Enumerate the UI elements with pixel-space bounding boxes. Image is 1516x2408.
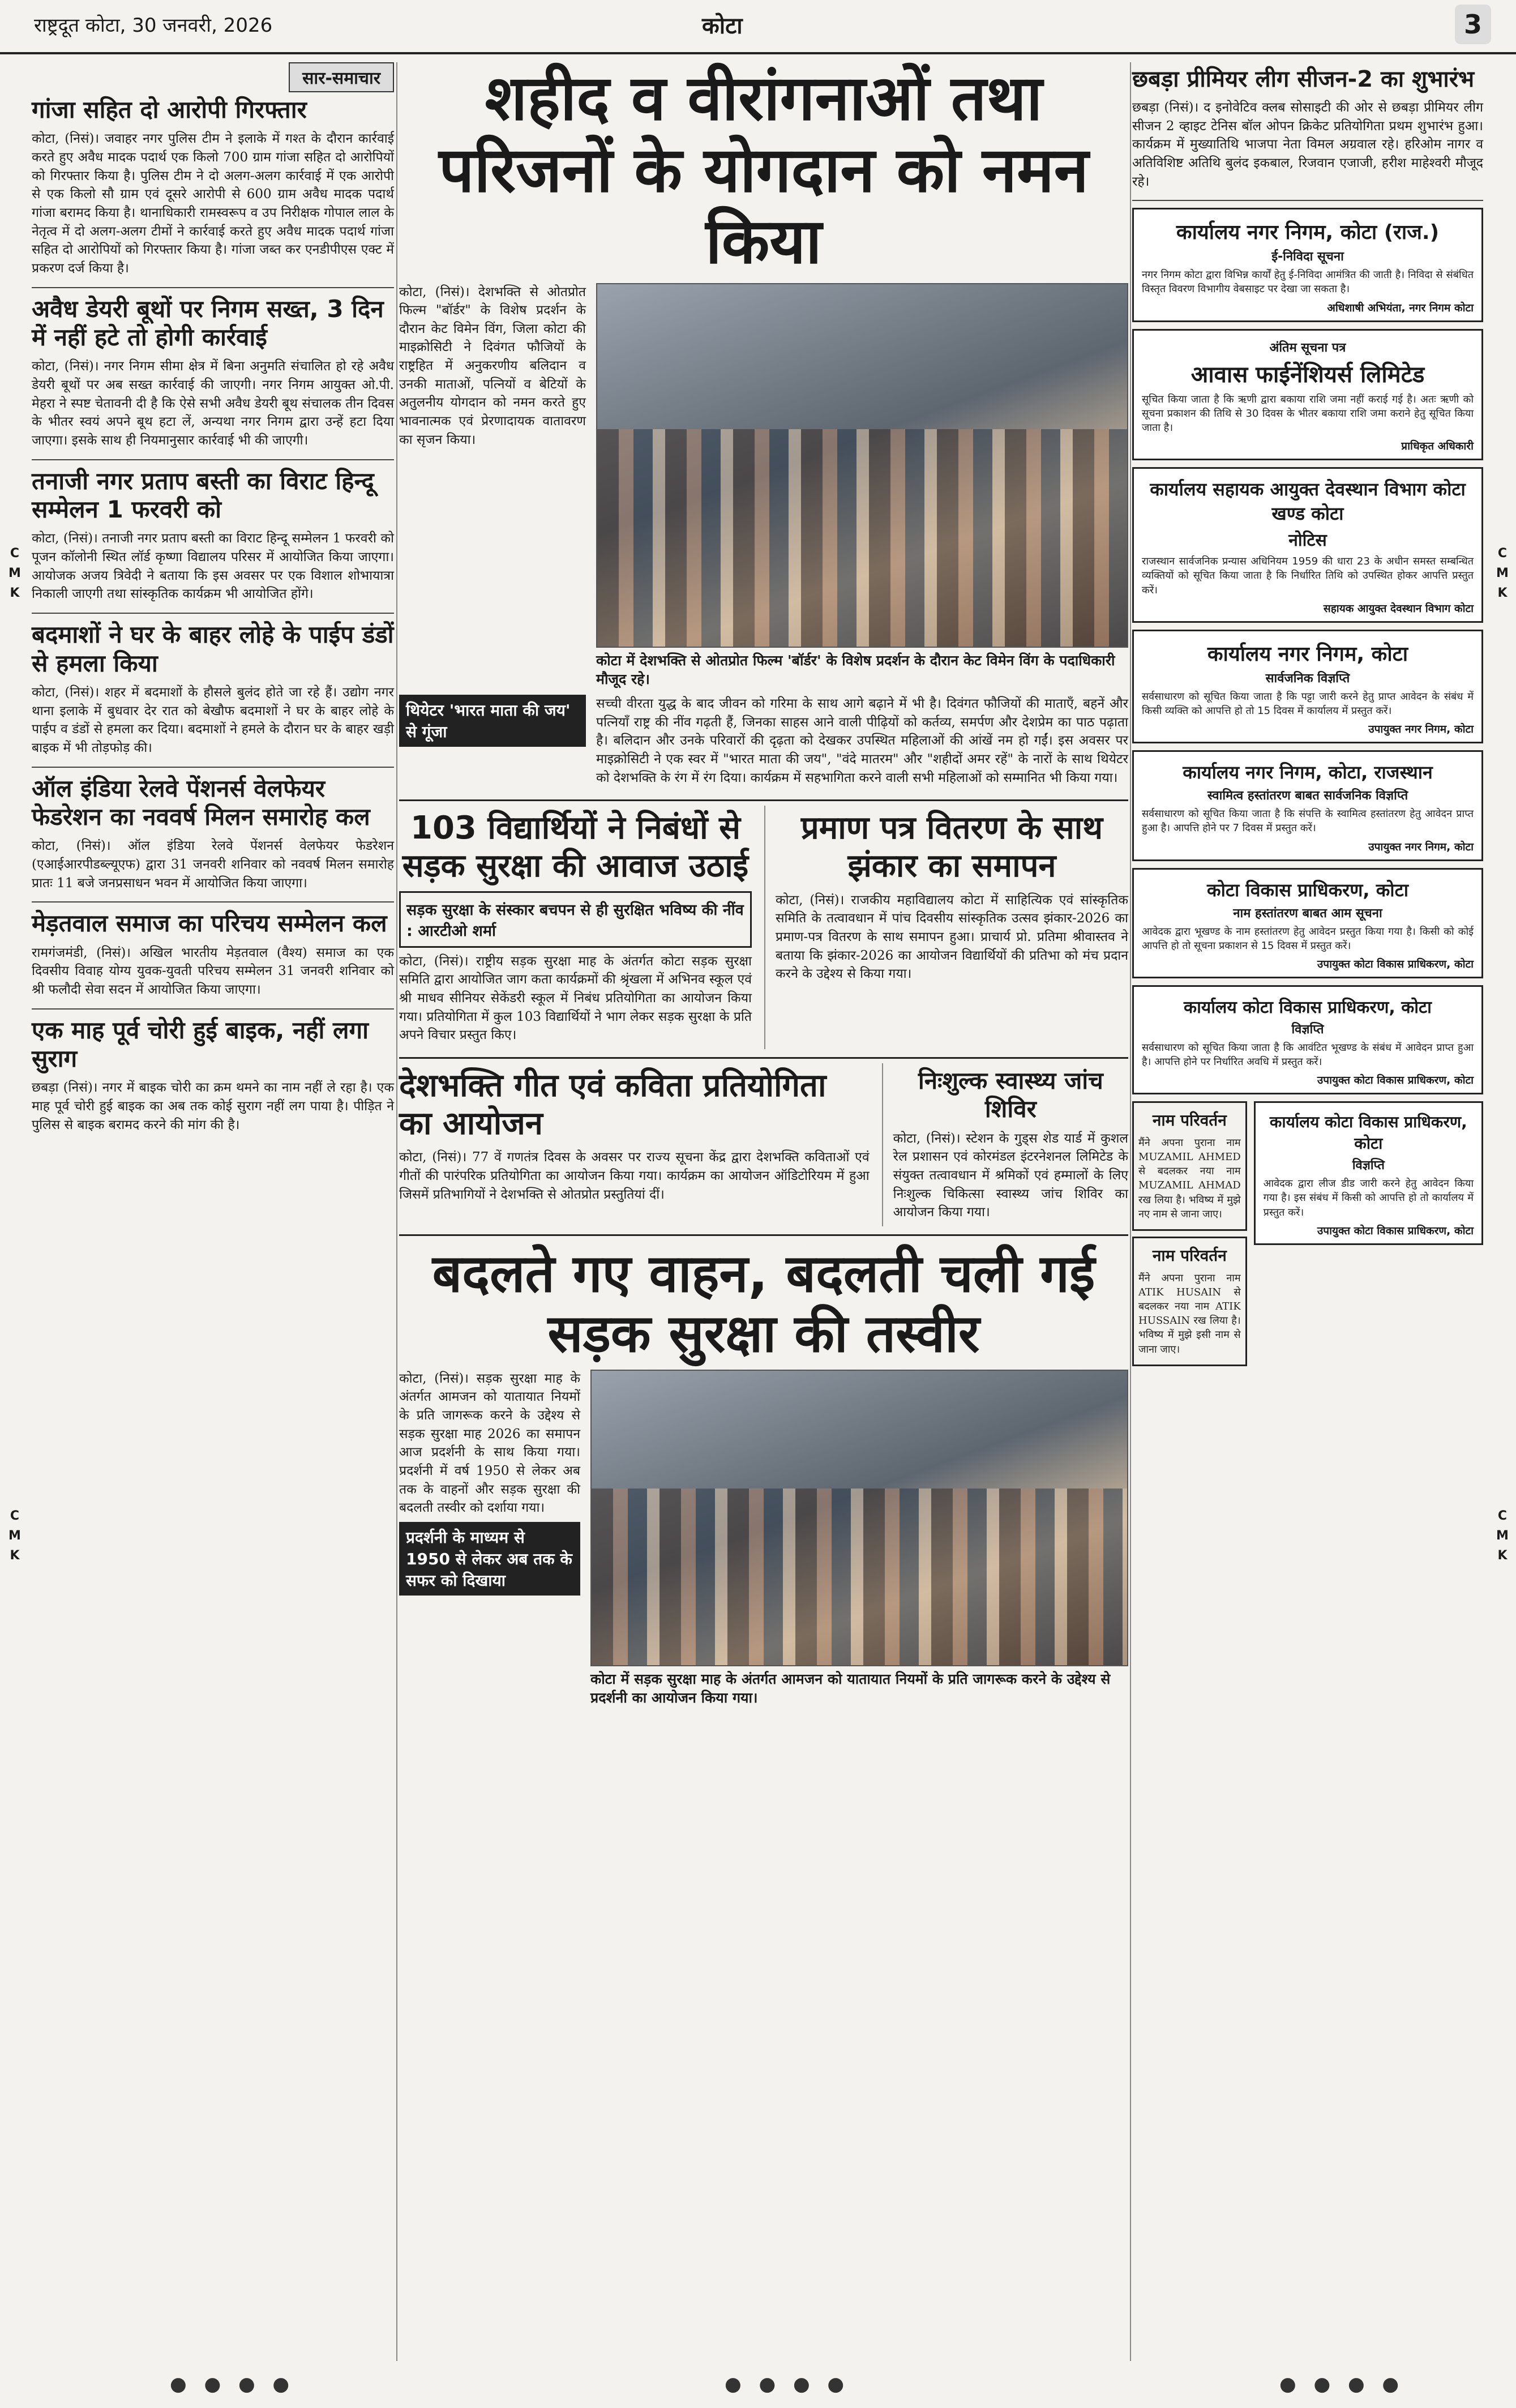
notice-signatory: उपायुक्त नगर निगम, कोटा: [1368, 723, 1474, 736]
edition-date: राष्ट्रदूत कोटा, 30 जनवरी, 2026: [34, 14, 273, 37]
news-item: [32, 775, 394, 903]
headline: निःशुल्क स्वास्थ्य जांच शिविर: [918, 1066, 1103, 1123]
news-item: [32, 467, 394, 614]
headline: तनाजी नगर प्रताप बस्ती का विराट हिन्दू सम्मेलन 1 फरवरी को: [32, 467, 374, 524]
left-column: [32, 62, 394, 1150]
headline: मेड़तवाल समाज का परिचय सम्मेलन कल: [32, 909, 387, 938]
public-notice: [1132, 750, 1483, 861]
article-body: कोटा, (निसं)। जवाहर नगर पुलिस टीम ने इलाके में गश्त के दौरान कार्रवाई करते हुए अवैध मादक पदार्थ एक किलो 700 ग्राम गांजा सहित दो आरोपियों को गिरफ्तार किया है। पुलिस टीम ने दो अलग-अलग कार्रवाई में एक आरोपी से एक किलो सौ ग्राम एवं दूसरे आरोपी से 600 ग्राम अवैध मादक पदार्थ गांजा बरामद किया है। थानाधिकारी रामस्वरूप व उप निरीक्षक गोपाल लाल के नेतृत्व में दो अलग-अलग टीमों ने कार्रवाई करते हुए अवैध मादक पदार्थ गांजा सहित दो आरोपियों को गिरफ्तार किया है। गांजा जब्त कर एनडीपीएस एक्ट में प्रकरण दर्ज किया है।: [32, 131, 394, 276]
notice-body: सर्वसाधारण को सूचित किया जाता है कि संपत्ति के स्वामित्व हस्तांतरण हेतु आवेदन प्राप्त हुआ है। आपत्ति होने पर 7 दिवस में प्रस्तुत करें।: [1142, 808, 1474, 835]
center-column: [399, 62, 1128, 1713]
notice-title: कार्यालय सहायक आयुक्त देवस्थान विभाग कोटा खण्ड कोटा: [1150, 478, 1466, 525]
registration-mark: C M K: [8, 1509, 21, 1563]
headline: अवैध डेयरी बूथों पर निगम सख्त, 3 दिन में नहीं हटे तो होगी कार्रवाई: [32, 294, 384, 352]
lead-photo: [596, 283, 1128, 648]
notice-body: सूचित किया जाता है कि ऋणी द्वारा बकाया राशि जमा नहीं कराई गई है। अतः ऋणी को सूचना प्रकाशन की तिथि से 30 दिवस के भीतर बकाया राशि जमा कराने हेतु सूचित किया जाता है।: [1142, 393, 1474, 434]
article-body: कोटा, (निसं)। 77 वें गणतंत्र दिवस के अवसर पर राज्य सूचना केंद्र द्वारा देशभक्ति कविताओं एवं गीतों की पारंपरिक प्रतियोगिता का आयोजन किया गया। कार्यक्रम का आयोजन ऑडिटोरियम में हुआ जिसमें प्रतिभागियों ने देशभक्ति से ओतप्रोत प्रस्तुतियां दीं।: [399, 1150, 870, 1202]
notice-body: नगर निगम कोटा द्वारा विभिन्न कार्यों हेतु ई-निविदा आमंत्रित की जाती है। निविदा से संबंधित विस्तृत विवरण विभागीय वेबसाइट पर देखा जा सकता है।: [1142, 269, 1474, 296]
section-name: कोटा: [702, 13, 743, 39]
page-dots: ● ● ● ●: [1279, 2373, 1405, 2396]
headline: बदलते गए वाहन, बदलती चली गई सड़क सुरक्षा की तस्वीर: [432, 1243, 1095, 1364]
notice-signatory: उपायुक्त कोटा विकास प्राधिकरण, कोटा: [1317, 1074, 1474, 1087]
news-item: [32, 909, 394, 1009]
pull-quote: थियेटर 'भारत माता की जय' से गूंजा: [399, 695, 586, 747]
notice-body: मैंने अपना पुराना नाम MUZAMIL AHMED से बदलकर नया नाम MUZAMIL AHMAD रख लिया है। भविष्य में मुझे नए नाम से जाना जाए।: [1138, 1136, 1241, 1220]
headline: देशभक्ति गीत एवं कविता प्रतियोगिता का आयोजन: [399, 1067, 826, 1143]
article-body: कोटा, (निसं)। स्टेशन के गुड्स शेड यार्ड में कुशल रेल प्रशासन एवं कोरमंडल इंटरनेशनल लिमिटेड के संयुक्त तत्वावधान में श्रमिकों एवं हम्मालों के लिए निःशुल्क चिकित्सा स्वास्थ्य जांच शिविर का आयोजन किया गया।: [893, 1131, 1128, 1220]
news-item: [32, 295, 394, 460]
news-item: [32, 1016, 394, 1144]
notice-title: कार्यालय कोटा विकास प्राधिकरण, कोटा: [1269, 1113, 1467, 1153]
lead-body: सच्ची वीरता युद्ध के बाद जीवन को गरिमा के साथ आगे बढ़ाने में भी है। दिवंगत फौजियों की माताएँ, बहनें और पत्नियाँ राष्ट्र की नींव गढ़ती हैं, जिनका साहस आने वाली पीढ़ियों को कर्तव्य, समर्पण और देशप्रेम का पाठ पढ़ाता है। बलिदान और उनके परिवारों की दृढ़ता को देखकर उपस्थित महिलाओं की आंखें नम हो गईं। इस अवसर पर माइक्रोसिटी ने एक स्वर में "भारत माता की जय", "वंदे मातरम" और "शहीदों अमर रहें" के नारों के साथ थियेटर को देशभक्ति के रंग में रंग दिया। कार्यक्रम में सहभागिता करने वाली सभी महिलाओं को सम्मानित भी किया गया।: [596, 696, 1128, 785]
column-rule: [1130, 62, 1131, 2361]
article-body: रामगंजमंडी, (निसं)। अखिल भारतीय मेड़तवाल (वैश्य) समाज का एक दिवसीय विवाह योग्य युवक-युवती परिचय सम्मेलन 31 जनवरी शनिवार को श्री फलौदी सेवा सदन में आयोजित किया जाएगा।: [32, 945, 394, 997]
notice-subtitle: स्वामित्व हस्तांतरण बाबत सार्वजनिक विज्ञप्ति: [1207, 789, 1408, 803]
pull-quote: सड़क सुरक्षा के संस्कार बचपन से ही सुरक्षित भविष्य की नींव : आरटीओ शर्मा: [399, 891, 752, 948]
name-change-notice: [1132, 1101, 1247, 1231]
notice-title: कोटा विकास प्राधिकरण, कोटा: [1207, 879, 1408, 901]
headline: गांजा सहित दो आरोपी गिरफ्तार: [32, 96, 307, 123]
notice-title: आवास फाईनेंशियर्स लिमिटेड: [1190, 361, 1425, 388]
article-body: कोटा, (निसं)। राष्ट्रीय सड़क सुरक्षा माह के अंतर्गत कोटा सड़क सुरक्षा समिति द्वारा आयोजित जाग कता कार्यक्रमों की श्रृंखला में अभिनव स्कूल एवं श्री माधव सीनियर सेकेंडरी स्कूल में निबंध प्रतियोगिता का आयोजन किया गया। प्रतियोगिता में कुल 103 विद्यार्थियों ने भाग लेकर सड़क सुरक्षा के प्रति अपने विचार प्रस्तुत किए।: [399, 953, 752, 1043]
notice-title: कार्यालय नगर निगम, कोटा: [1207, 642, 1408, 666]
masthead: [0, 0, 1516, 54]
news-item: [32, 621, 394, 767]
registration-mark: C M K: [1496, 1509, 1509, 1563]
notice-subtitle: विज्ञप्ति: [1291, 1022, 1324, 1037]
notice-subtitle: सार्वजनिक विज्ञप्ति: [1265, 671, 1350, 686]
notice-body: मैंने अपना पुराना नाम ATIK HUSAIN से बदलकर नया नाम ATIK HUSSAIN रख लिया है। भविष्य में मुझे इसी नाम से जाना जाए।: [1138, 1272, 1241, 1355]
notice-title: कार्यालय नगर निगम, कोटा, राजस्थान: [1183, 762, 1433, 784]
article-body: कोटा, (निसं)। तनाजी नगर प्रताप बस्ती का विराट हिन्दू सम्मेलन 1 फरवरी को पूजन कॉलोनी स्थित लॉर्ड कृष्णा विद्यालय परिसर में आयोजित किया जाएगा। आयोजक अजय त्रिवेदी ने बताया कि इस अवसर पर एक विशाल शोभायात्रा निकाली जाएगी तथा सांस्कृतिक कार्यक्रम भी आयोजित होंगे।: [32, 531, 394, 602]
article-body: कोटा, (निसं)। ऑल इंडिया रेलवे पेंशनर्स वेलफेयर फेडरेशन (एआईआरपीडब्ल्यूएफ) द्वारा 31 जनवरी शनिवार को नववर्ष मिलन समारोह प्रातः 11 बजे जनप्रसाधन भवन में आयोजित किया जाएगा।: [32, 839, 394, 891]
lead-headline: शहीद व वीरांगनाओं तथा परिजनों के योगदान को नमन किया: [439, 62, 1089, 277]
article-body: कोटा, (निसं)। राजकीय महाविद्यालय कोटा में साहित्यिक एवं सांस्कृतिक समिति के तत्वावधान में पांच दिवसीय सांस्कृतिक उत्सव झंकार-2026 का प्रमाण-पत्र वितरण के साथ समापन हुआ। प्राचार्य प्रो. प्रतिमा श्रीवास्तव ने बताया कि झंकार-2026 का आयोजन विद्यार्थियों की प्रतिभा को मंच प्रदान करने के उद्देश्य से किया गया।: [776, 892, 1128, 982]
notice-body: आवेदक द्वारा लीज डीड जारी करने हेतु आवेदन किया गया है। इस संबंध में किसी को आपत्ति हो तो कार्यालय में प्रस्तुत करें।: [1263, 1178, 1474, 1218]
headline: छबड़ा प्रीमियर लीग सीजन-2 का शुभारंभ: [1132, 66, 1475, 92]
headline: बदमाशों ने घर के बाहर लोहे के पाईप डंडों से हमला किया: [32, 621, 394, 677]
name-change-notice: [1132, 1237, 1247, 1366]
registration-mark: C M K: [1496, 546, 1509, 601]
page-number: 3: [1455, 5, 1491, 44]
article-body: छबड़ा (निसं)। द इनोवेटिव क्लब सोसाइटी की ओर से छबड़ा प्रीमियर लीग सीजन 2 व्हाइट टेनिस बॉल ओपन क्रिकेट प्रतियोगिता प्रथम शुभारंभ हुआ। कार्यक्रम में मुख्यातिथि भाजपा नेता विमल अग्रवाल रहे। हरिओम नागर व अतिविशिष्ट अतिथि बुलंद इकबाल, रिजवान एजाजी, हरीश माहेश्वरी मौजूद रहे।: [1132, 100, 1483, 189]
notice-signatory: उपायुक्त नगर निगम, कोटा: [1368, 840, 1474, 853]
notice-subtitle: ई-निविदा सूचना: [1271, 250, 1344, 264]
notice-title: कार्यालय कोटा विकास प्राधिकरण, कोटा: [1184, 997, 1432, 1017]
notice-signatory: सहायक आयुक्त देवस्थान विभाग कोटा: [1323, 602, 1474, 615]
headline: 103 विद्यार्थियों ने निबंधों से सड़क सुरक्षा की आवाज उठाई: [402, 810, 749, 885]
notice-body: राजस्थान सार्वजनिक प्रन्यास अधिनियम 1959 की धारा 23 के अधीन समस्त सम्बन्धित व्यक्तियों को सूचित किया जाता है कि निर्धारित तिथि को उपस्थित होकर आपत्ति प्रस्तुत करें।: [1142, 555, 1474, 596]
notice-title: नाम परिवर्तन: [1152, 1111, 1227, 1130]
public-notice: [1132, 208, 1483, 322]
public-notice: [1132, 630, 1483, 743]
news-item: [1132, 66, 1483, 201]
vehicles-photo: [590, 1370, 1128, 1666]
column-rule: [396, 62, 397, 2361]
notice-title: कार्यालय नगर निगम, कोटा (राज.): [1176, 221, 1440, 245]
notice-signatory: उपायुक्त कोटा विकास प्राधिकरण, कोटा: [1317, 957, 1474, 970]
public-notice: [1132, 467, 1483, 623]
news-item: [32, 96, 394, 288]
notice-signatory: प्राधिकृत अधिकारी: [1401, 440, 1474, 453]
photo-caption: कोटा में देशभक्ति से ओतप्रोत फिल्म 'बॉर्डर' के विशेष प्रदर्शन के दौरान केट विमेन विंग के पदाधिकारी मौजूद रहे।: [596, 652, 1115, 688]
notice-body: आवेदक द्वारा भूखण्ड के नाम हस्तांतरण हेतु आवेदन प्रस्तुत किया गया है। किसी को कोई आपत्ति हो तो सूचना प्रकाशन से 15 दिवस में प्रस्तुत करें।: [1142, 925, 1474, 952]
article-body: छबड़ा (निसं)। नगर में बाइक चोरी का क्रम थमने का नाम नहीं ले रहा है। एक माह पूर्व चोरी हुई बाइक का अब तक कोई सुराग नहीं लग पाया है। पीड़ित ने पुलिस से बाइक बरामद करने की मांग की है।: [32, 1080, 394, 1132]
notice-subtitle: नाम हस्तांतरण बाबत आम सूचना: [1233, 906, 1382, 921]
headline: एक माह पूर्व चोरी हुई बाइक, नहीं लगा सुराग: [32, 1016, 369, 1073]
notice-subtitle: विज्ञप्ति: [1352, 1158, 1385, 1173]
public-notice: [1254, 1101, 1483, 1245]
page-dots: ● ● ● ●: [170, 2373, 296, 2396]
article-body: कोटा, (निसं)। शहर में बदमाशों के हौसले बुलंद होते जा रहे हैं। उद्योग नगर थाना इलाके में बुधवार देर रात को बेखौफ बदमाशों ने घर के बाहर लोहे के पाईप व डंडों से हमला कर दिया। बदमाशों ने हमले के दौरान घर के बाहर खड़ी बाइक में भी तोड़फोड़ की।: [32, 685, 394, 755]
section-tag: सार-समाचार: [289, 62, 394, 92]
headline: प्रमाण पत्र वितरण के साथ झंकार का समापन: [800, 810, 1103, 885]
notice-subtitle: नोटिस: [1288, 531, 1327, 551]
article-body: कोटा, (निसं)। नगर निगम सीमा क्षेत्र में बिना अनुमति संचालित हो रहे अवैध डेयरी बूथों पर अब सख्त कार्रवाई की जाएगी। नगर निगम आयुक्त ओ.पी. मेहरा ने स्पष्ट चेतावनी दी है कि ऐसे सभी अवैध डेयरी बूथ संचालक तीन दिवस के भीतर स्वयं अपने बूथ हटा लें, अन्यथा नगर निगम द्वारा उन्हें हटा दिया जाएगा। इसके साथ ही नियमानुसार कार्रवाई भी की जाएगी।: [32, 359, 394, 448]
lead-intro: कोटा, (निसं)। देशभक्ति से ओतप्रोत फिल्म "बॉर्डर" के विशेष प्रदर्शन के दौरान केट विमेन विंग, जिला कोटा की माइक्रोसिटी ने दिवंगत फौजियों के राष्ट्रहित में अनुकरणीय बलिदान व उनकी माताओं, पत्नियों व बेटियों के अतुलनीय योगदान को नमन करते हुए भावनात्मक एवं प्रेरणादायक वातावरण का सृजन किया।: [399, 284, 586, 447]
public-notice: [1132, 329, 1483, 461]
notice-signatory: उपायुक्त कोटा विकास प्राधिकरण, कोटा: [1317, 1224, 1474, 1237]
headline: ऑल इंडिया रेलवे पेंशनर्स वेलफेयर फेडरेशन का नववर्ष मिलन समारोह कल: [32, 774, 370, 831]
notice-body: सर्वसाधारण को सूचित किया जाता है कि पट्टा जारी करने हेतु प्राप्त आवेदन के संबंध में किसी व्यक्ति को आपत्ति हो तो 15 दिवस में कार्यालय में प्रस्तुत करें।: [1142, 690, 1474, 717]
public-notice: [1132, 985, 1483, 1094]
notice-subtitle: अंतिम सूचना पत्र: [1269, 340, 1346, 355]
notice-signatory: अधिशाषी अभियंता, नगर निगम कोटा: [1327, 301, 1474, 314]
notice-body: सर्वसाधारण को सूचित किया जाता है कि आवंटित भूखण्ड के संबंध में आवेदन प्राप्त हुआ है। आपत्ति होने पर निर्धारित अवधि में प्रस्तुत करें।: [1142, 1041, 1474, 1068]
notice-title: नाम परिवर्तन: [1152, 1246, 1227, 1265]
registration-mark: C M K: [8, 546, 21, 601]
right-column: [1132, 62, 1483, 1366]
article-body: कोटा, (निसं)। सड़क सुरक्षा माह के अंतर्गत आमजन को यातायात नियमों के प्रति जागरूक करने के उद्देश्य से सड़क सुरक्षा माह 2026 का समापन आज प्रदर्शनी के साथ किया गया। प्रदर्शनी में वर्ष 1950 से लेकर अब तक के वाहनों और सड़क सुरक्षा की बदलती तस्वीर को दर्शाया गया।: [399, 1371, 580, 1516]
public-notice: [1132, 868, 1483, 978]
pull-quote: प्रदर्शनी के माध्यम से 1950 से लेकर अब तक के सफर को दिखाया: [399, 1522, 580, 1596]
page-dots: ● ● ● ●: [725, 2373, 850, 2396]
photo-caption: कोटा में सड़क सुरक्षा माह के अंतर्गत आमजन को यातायात नियमों के प्रति जागरूक करने के उद्देश्य से प्रदर्शनी का आयोजन किया गया।: [590, 1670, 1111, 1706]
